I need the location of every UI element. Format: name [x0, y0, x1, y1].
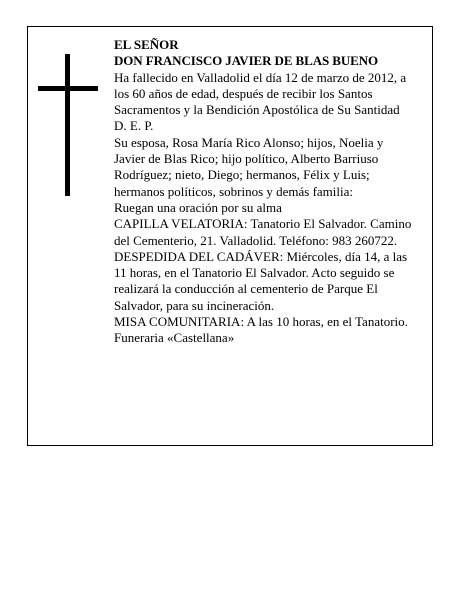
prayer-request: Ruegan una oración por su alma [114, 199, 282, 215]
cross-vertical-bar [65, 54, 70, 196]
community-mass: MISA COMUNITARIA: A las 10 horas, en el Tanatorio. [114, 314, 408, 330]
obituary-text [114, 37, 414, 347]
deceased-name: DON FRANCISCO JAVIER DE BLAS BUENO [114, 53, 378, 69]
wake-location: CAPILLA VELATORIA: Tanatorio El Salvador. Camino del Cementerio, 21. Valladolid. Teléfono: 983 260722. [114, 216, 412, 248]
funeral-home: Funeraria «Castellana» [114, 330, 235, 346]
funeral-farewell: DESPEDIDA DEL CADÁVER: Miércoles, día 14, a las 11 horas, en el Tanatorio El Salvador. Acto seguido se realizará la conducción al cementerio de Parque El Salvador, para su incineración. [114, 248, 408, 313]
latin-cross-icon [38, 54, 98, 196]
death-announcement: Ha fallecido en Valladolid el día 12 de marzo de 2012, a los 60 años de edad, después de recibir los Santos Sacramentos y la Bendición Apostólica de Su Santidad D. E. P. [114, 69, 407, 134]
notice-title: EL SEÑOR [114, 37, 179, 52]
cross-horizontal-bar [38, 86, 98, 91]
family-list: Su esposa, Rosa María Rico Alonso; hijos, Noelia y Javier de Blas Rico; hijo político, Alberto Barriuso Rodríguez; nieto, Diego; hermanos, Félix y Luis; hermanos políticos, sobrinos y demás familia: [114, 134, 384, 199]
